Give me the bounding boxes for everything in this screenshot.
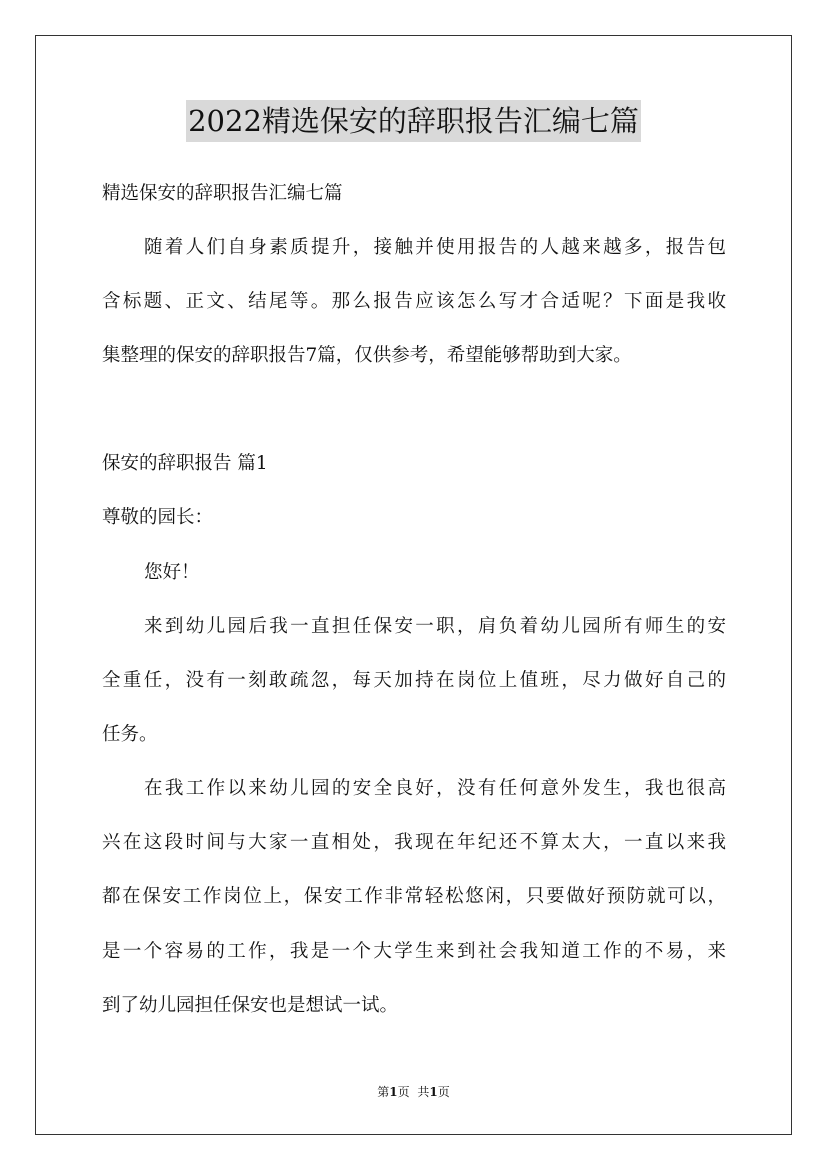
subtitle: 精选保安的辞职报告汇编七篇	[102, 183, 343, 204]
total-suffix: 页	[437, 1085, 450, 1099]
page-suffix: 页	[397, 1085, 410, 1099]
para2-line-3: 都在保安工作岗位上，保安工作非常轻松悠闲，只要做好预防就可以，	[102, 886, 726, 907]
intro-line-3: 集整理的保安的辞职报告7篇，仅供参考，希望能够帮助到大家。	[102, 345, 632, 366]
page-prefix: 第	[377, 1085, 390, 1099]
para2-line-5: 到了幼儿园担任保安也是想试一试。	[102, 995, 399, 1016]
para2-line-1: 在我工作以来幼儿园的安全良好，没有任何意外发生，我也很高	[144, 778, 726, 799]
para2-line-4: 是一个容易的工作，我是一个大学生来到社会我知道工作的不易，来	[102, 941, 726, 962]
salutation: 尊敬的园长：	[102, 507, 214, 528]
page-number: 1	[389, 1085, 398, 1099]
para2-line-2: 兴在这段时间与大家一直相处，我现在年纪还不算太大，一直以来我	[102, 832, 726, 853]
para1-line-1: 来到幼儿园后我一直担任保安一职，肩负着幼儿园所有师生的安	[144, 616, 726, 637]
greeting: 您好！	[144, 562, 200, 583]
page-footer	[0, 1084, 827, 1100]
para1-line-2: 全重任，没有一刻敢疏忽，每天加持在岗位上值班，尽力做好自己的	[102, 670, 726, 691]
document-title: 2022精选保安的辞职报告汇编七篇	[186, 100, 641, 142]
total-prefix: 共	[417, 1085, 430, 1099]
intro-line-2: 含标题、正文、结尾等。那么报告应该怎么写才合适呢？下面是我收	[102, 291, 726, 312]
section-heading: 保安的辞职报告 篇1	[102, 453, 268, 474]
total-pages: 1	[429, 1085, 438, 1099]
para1-line-3: 任务。	[102, 724, 158, 745]
intro-line-1: 随着人们自身素质提升，接触并使用报告的人越来越多，报告包	[144, 237, 726, 258]
title-container	[0, 100, 827, 142]
